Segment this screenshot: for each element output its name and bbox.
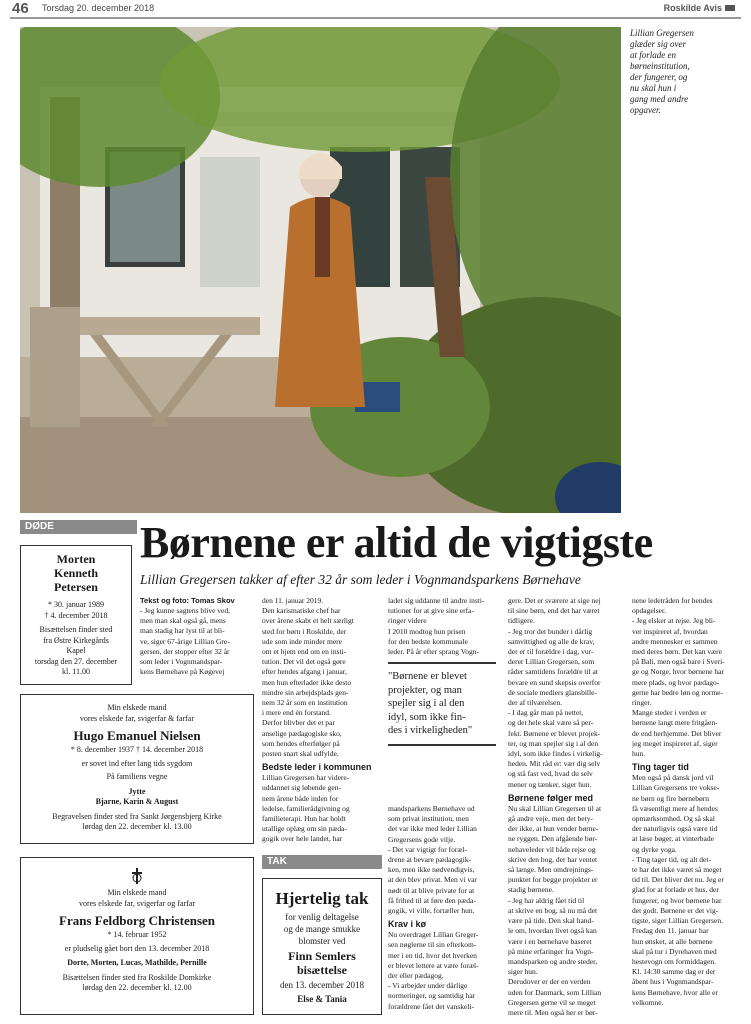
detail-line: * 8. december 1937 † 14. december 2018: [70, 745, 204, 754]
text-line: fekt. Børnene er blevet projek-: [508, 728, 601, 738]
text-line: ladet sig uddanne til andre insti-: [388, 596, 485, 605]
thanks-date: den 13. december 2018: [280, 980, 364, 990]
text-line: Lillian Gregersen har videre-: [262, 773, 350, 783]
caption-line: børneinstitution,: [630, 61, 690, 71]
detail-line: Kapel: [66, 646, 86, 655]
text-line: ringer videre: [388, 616, 427, 626]
quote-line: idyl, som ikke fin-: [388, 711, 466, 723]
text-line: Men også på dansk jord vil: [632, 773, 714, 783]
detail-line: fra Østre Kirkegårds: [43, 635, 109, 645]
intro-line: vores elskede far, svigerfar & farfar: [79, 713, 195, 723]
text-line: så længe. Men omdrejnings-: [508, 865, 594, 875]
article-byline: Tekst og foto: Tomas Skov: [140, 596, 235, 605]
article-subheading: Ting tager tid: [632, 762, 689, 773]
thanks-line: og de mange smukke: [283, 924, 361, 934]
text-line: være på tide. Den skal hand-: [508, 916, 594, 926]
article-column-3-top: [388, 596, 496, 657]
text-line: gogik over hele landet, har: [262, 834, 343, 844]
thanks-line: blomster ved: [298, 936, 346, 946]
text-line: drene at bevare pædagogik-: [388, 855, 472, 865]
column-text: [262, 596, 378, 759]
thanks-notice: [262, 878, 382, 1015]
text-line: tigste, siger Lillian Gregersen.: [632, 916, 724, 926]
text-line: hun.: [632, 749, 646, 759]
article-subheadline: Lillian Gregersen takker af efter 32 år som leder i Vognmandsparkens Børnehave: [140, 572, 581, 587]
publication-label: Roskilde Avis: [663, 3, 722, 13]
text-line: der er til forældre i dag, vur-: [508, 647, 594, 657]
text-line: tidligere.: [508, 616, 535, 626]
text-line: som privat institution, men: [388, 814, 469, 824]
text-line: det var ikke med leder Lillian: [388, 824, 477, 834]
text-line: anselige pædagogiske sko,: [262, 728, 342, 738]
cross-ornament-icon: [131, 868, 143, 884]
text-line: siger hun.: [508, 967, 538, 977]
text-line: ver inspireret af, hvordan: [632, 626, 708, 636]
article-headline: Børnene er altid de vigtigste: [140, 518, 653, 567]
text-line: og dyrke yoga.: [632, 844, 677, 854]
text-line: nene ledetråden for hendes: [632, 596, 713, 605]
text-line: at den blev privat. Men vi var: [388, 875, 477, 885]
text-line: - I dag går man på nettet,: [508, 708, 584, 718]
thanks-signature: Else & Tania: [297, 994, 347, 1004]
intro-line: Min elskede mand: [107, 888, 167, 897]
service-line: Begravelsen finder sted fra Sankt Jørgensbjerg Kirke: [52, 811, 222, 821]
text-line: men man skal også gå, mens: [140, 616, 226, 626]
article-column-3-bottom: [388, 804, 496, 1019]
column-text: [140, 606, 256, 677]
obituary-name: Frans Feldborg Christensen: [59, 913, 215, 928]
text-line: med deres børn. Det kan være: [632, 647, 722, 657]
text-line: hun ønsket, at alle børnene: [632, 936, 713, 946]
text-line: derer Lillian Gregersen, som: [508, 657, 595, 667]
intro-line: Min elskede mand: [107, 703, 167, 712]
article-column-1: [140, 596, 256, 677]
column-text: [388, 596, 496, 657]
article-column-4: [508, 596, 624, 1021]
caption-line: gang med andre: [630, 94, 689, 104]
obituary-name: [21, 552, 131, 594]
text-line: ve, siger 67-årige Lillian Gre-: [140, 636, 230, 646]
text-line: Lillian Gregersens tre vokse-: [632, 783, 720, 793]
text-line: nødt til at blive private for at: [388, 885, 475, 895]
text-line: opmærksomhed. Og så skal: [632, 814, 715, 824]
text-line: åbent hus i Vognmandspar-: [632, 977, 714, 987]
text-line: tutioner for at give sine erfa-: [388, 606, 475, 616]
text-line: tid til. Det bliver det nu. Jeg er: [632, 875, 724, 885]
text-line: familieterapi. Hun har holdt: [262, 814, 346, 824]
text-line: te har det ikke været så meget: [632, 865, 722, 875]
detail-line: * 30. januar 1989: [48, 600, 104, 609]
text-line: ken, men ikke nødvendigvis,: [388, 865, 475, 875]
page-header: [0, 0, 751, 16]
text-line: de end herhjemme. Det bliver: [632, 728, 722, 738]
detail-line: † 4. december 2018: [44, 610, 108, 620]
text-line: - Jeg elsker at rejse. Jeg bli-: [632, 616, 716, 626]
text-line: at læse bøger, at vinterbade: [632, 834, 714, 844]
text-line: nem 32 år som en institution: [262, 698, 348, 708]
text-line: I 2010 modtog hun prisen: [388, 626, 466, 636]
service-line: lørdag den 22. december kl. 12.00: [82, 983, 192, 992]
column-text: [632, 596, 742, 759]
text-line: normeringer, og samtidig har: [388, 991, 476, 1001]
text-line: leder. På år efter sprang Vogn-: [388, 647, 479, 657]
obituary-name: Hugo Emanuel Nielsen: [73, 728, 201, 743]
caption-line: at forlade en: [630, 50, 676, 60]
publication-name: [664, 3, 735, 13]
photo-caption: [630, 28, 742, 116]
text-line: gogik, vi ville, fortæller hun.: [388, 906, 475, 916]
text-line: råder samtidens forældre til at: [508, 667, 598, 677]
text-line: stadig børnene.: [508, 885, 554, 895]
text-line: sen nøglerne til sin efterkom-: [388, 940, 477, 950]
text-line: Derfor blivber det et par: [262, 718, 335, 728]
article-subheading: Krav i kø: [388, 919, 427, 930]
thanks-line: for venlig deltagelse: [285, 912, 359, 922]
text-line: mandsparkens Børnehave ud: [388, 804, 475, 813]
text-line: om et hjem end om en insti-: [262, 647, 347, 657]
article-column-2: [262, 596, 378, 851]
text-line: de sociale mediers glansbille-: [508, 687, 597, 697]
text-line: mere til. Men også her er bør-: [508, 1007, 598, 1017]
text-line: skal på tur i Dyrehaven med: [632, 946, 717, 956]
text-line: ne ryggen. Den afgående bør-: [508, 834, 598, 844]
text-line: mandsparken og andre steder,: [508, 956, 598, 966]
detail-line: * 14. februar 1952: [107, 930, 167, 939]
article-subheading: Børnene følger med: [508, 792, 594, 803]
text-line: være i en børnehave baseret: [508, 936, 592, 946]
quote-line: "Børnene er blevet: [388, 671, 467, 682]
page-number: 46: [12, 0, 29, 17]
text-line: Nu overdrager Lillian Greger-: [388, 930, 479, 940]
text-line: der af tilværelsen.: [508, 698, 562, 708]
quote-line: spejler sig i al den: [388, 698, 465, 709]
text-line: gersen, der stopper efter 32 år: [140, 646, 230, 656]
text-line: uden for Danmark, som Lillian: [508, 987, 602, 997]
column-text: [262, 773, 378, 844]
article-column-5: [632, 596, 742, 1021]
detail-line: Bisættelsen finder sted: [39, 625, 113, 634]
text-line: ne børn og fire børnebørn: [632, 793, 710, 803]
text-line: hestevogn om formiddagen.: [632, 956, 716, 966]
text-line: men hun efterlader ikke desto: [262, 677, 352, 687]
text-line: idyl, som ikke findes i virkelig-: [508, 749, 603, 759]
section-header-doede: DØDE: [20, 520, 137, 534]
text-line: som hendes efterfølger på: [262, 738, 340, 748]
thanks-name: Finn Semlers: [288, 949, 356, 963]
text-line: skrive den bog, der har ventet: [508, 854, 598, 864]
text-line: for den bedste kommunale: [388, 636, 468, 646]
text-line: og stå fast ved, hvad du selv: [508, 769, 593, 779]
family-line: Dorte, Morten, Lucas, Mathilde, Pernille: [67, 958, 207, 967]
text-line: få væsentligt mere af hendes: [632, 803, 718, 813]
text-line: mer i en tid, hvor det hverken: [388, 950, 477, 960]
header-rule: [10, 17, 741, 19]
text-line: ude som inde minder mere: [262, 636, 342, 646]
text-line: opdagelser.: [632, 606, 666, 616]
text-line: på mine erfaringer fra Vogn-: [508, 946, 594, 956]
text-line: Kl. 14:30 samme dag er der: [632, 967, 716, 977]
text-line: - Jeg kunne sagtens blive ved,: [140, 606, 230, 615]
text-line: efter hendes afgang i januar,: [262, 667, 347, 677]
column-text: [632, 773, 742, 1008]
text-line: mener og tænker, siger hun.: [508, 779, 592, 789]
column-text: [508, 596, 624, 790]
text-line: mindre sin arbejdsplads gen-: [262, 687, 349, 697]
detail-line: På familiens vegne: [106, 772, 168, 781]
text-line: man stadig har lyst til at bli-: [140, 626, 225, 636]
text-line: i mere end én forstand.: [262, 708, 331, 718]
name-line: Morten: [56, 552, 96, 566]
text-line: le om, hvordan livet også kan: [508, 926, 597, 936]
text-line: nem årene både inden for: [262, 793, 339, 803]
text-line: mere plads, og hvor pædago-: [632, 677, 720, 687]
obituary-notice-nielsen: [20, 694, 254, 844]
section-header-tak: TAK: [262, 855, 382, 869]
intro-line: vores elskede far, svigerfar og farfar: [78, 898, 196, 908]
column-text: [388, 804, 496, 916]
quote-line: des i virkeligheden": [388, 725, 473, 736]
text-line: den 11. januar 2019.: [262, 596, 324, 605]
text-line: glad for at forlade et hus, der: [632, 885, 719, 895]
text-line: børnene langt mere fritgåen-: [632, 718, 718, 728]
caption-line: opgaver.: [630, 105, 661, 115]
text-line: Gregersens gode vilje.: [388, 834, 456, 844]
obituary-details: [21, 600, 131, 678]
text-line: heden. Mit råd er: vær dig selv: [508, 759, 601, 769]
text-line: Mange steder i verden er: [632, 708, 707, 718]
caption-line: Lillian Gregersen: [630, 28, 694, 38]
text-line: punktet for begge projekter er: [508, 875, 598, 885]
text-line: andre mennesker er sammen: [632, 636, 718, 646]
text-line: forældrene fået det vanskeli-: [388, 1001, 475, 1011]
text-line: velkomne.: [632, 997, 664, 1007]
name-line: Petersen: [54, 580, 98, 594]
text-line: Nu skal Lillian Gregersen til at: [508, 803, 602, 813]
text-line: nehaveleder vil både rejse og: [508, 844, 596, 854]
caption-line: der fungerer, og: [630, 72, 688, 82]
text-line: - Det var vigtigt for foræl-: [388, 844, 467, 854]
text-line: Derudover er der en verden: [508, 977, 591, 987]
column-text: [388, 930, 496, 1012]
detail-line: kl. 11.00: [62, 667, 90, 676]
thanks-name: bisættelse: [297, 963, 347, 977]
text-line: gere. Det er sværere at sige nej: [508, 596, 601, 605]
text-line: - Ting tager tid, og alt det-: [632, 854, 711, 864]
text-line: Den karismatiske chef har: [262, 606, 341, 616]
text-line: på Bali, men også bare i Sveri-: [632, 657, 725, 667]
text-line: som leder i Vognmandspar-: [140, 657, 223, 667]
publication-logo-icon: [725, 5, 735, 11]
text-line: der naturligvis også være tid: [632, 824, 718, 834]
text-line: utallige oplæg om sin pæda-: [262, 824, 347, 834]
text-line: - Jeg har aldrig fået tid til: [508, 895, 585, 905]
text-line: der eller pædagog.: [388, 971, 444, 981]
text-line: og det hele skal være så per-: [508, 718, 594, 728]
text-line: - Vi arbejder under dårlige: [388, 981, 468, 991]
article-photo: [20, 27, 621, 513]
text-line: ter, og man spejler sig i al den: [508, 738, 599, 748]
text-line: kens Børnehave, hvor alle er: [632, 987, 719, 997]
text-line: bevare en sund skepsis overfor: [508, 677, 601, 687]
family-line: Jytte: [128, 786, 146, 796]
text-line: få frihed til at føre den pæda-: [388, 895, 476, 905]
text-line: samvittighed og alle de krav,: [508, 636, 595, 646]
quote-line: projekter, og man: [388, 684, 462, 696]
service-line: Bisættelsen finder sted fra Roskilde Domkirke: [62, 972, 212, 982]
text-line: tution. Det vil det også gøre: [262, 657, 346, 667]
text-line: det godt. Børnene er det vig-: [632, 905, 719, 915]
text-line: posten snart skal udfylde.: [262, 749, 339, 759]
caption-line: glæder sig over: [630, 39, 686, 49]
column-text: [508, 804, 624, 1018]
text-line: jeg meget inspireret af, siger: [632, 738, 718, 748]
text-line: uddannet sig løbende gen-: [262, 783, 341, 793]
text-line: ringer.: [632, 698, 652, 708]
thanks-title: Hjertelig tak: [275, 889, 369, 908]
service-line: lørdag den 22. december kl. 13.00: [82, 822, 192, 831]
text-line: ledelse, familierådgivning og: [262, 803, 350, 813]
text-line: over årene skabt et helt særligt: [262, 616, 354, 626]
page-date: Torsdag 20. december 2018: [42, 3, 155, 13]
name-line: Kenneth: [53, 566, 98, 580]
text-line: fungerer, og hvor børnene har: [632, 895, 722, 905]
text-line: til sine børn, end det har været: [508, 606, 600, 616]
text-line: gå andre veje, men det bety-: [508, 814, 593, 824]
pull-quote: [388, 662, 496, 746]
text-line: kens Børnehave på Køgevej: [140, 667, 225, 677]
text-line: sted for børn i Roskilde, der: [262, 626, 347, 636]
text-line: er blevet lettere at være foræl-: [388, 960, 479, 970]
text-line: gerne har bedre løn og norme-: [632, 687, 724, 697]
text-line: Fredag den 11. januar har: [632, 926, 709, 936]
text-line: at skrive en bog, så nu må det: [508, 905, 598, 915]
family-line: Bjarne, Karin & August: [95, 797, 179, 806]
detail-line: torsdag den 27. december: [34, 656, 118, 666]
article-subheading: Bedste leder i kommunen: [262, 762, 372, 773]
text-line: Gregersen gerne vil se meget: [508, 997, 596, 1007]
text-line: - Jeg tror det bunder i dårlig: [508, 626, 593, 636]
text-line: ge og Norge, hvor børnene har: [632, 667, 724, 677]
obituary-notice-christensen: [20, 857, 254, 1015]
obituary-notice-petersen: [20, 545, 132, 685]
caption-line: nu skal hun i: [630, 83, 677, 93]
detail-line: er sovet ind efter lang tids sygdom: [81, 758, 193, 768]
text-line: der ikke, at hun vender børne-: [508, 824, 599, 834]
detail-line: er pludselig gået bort den 13. december 2018: [64, 943, 210, 953]
